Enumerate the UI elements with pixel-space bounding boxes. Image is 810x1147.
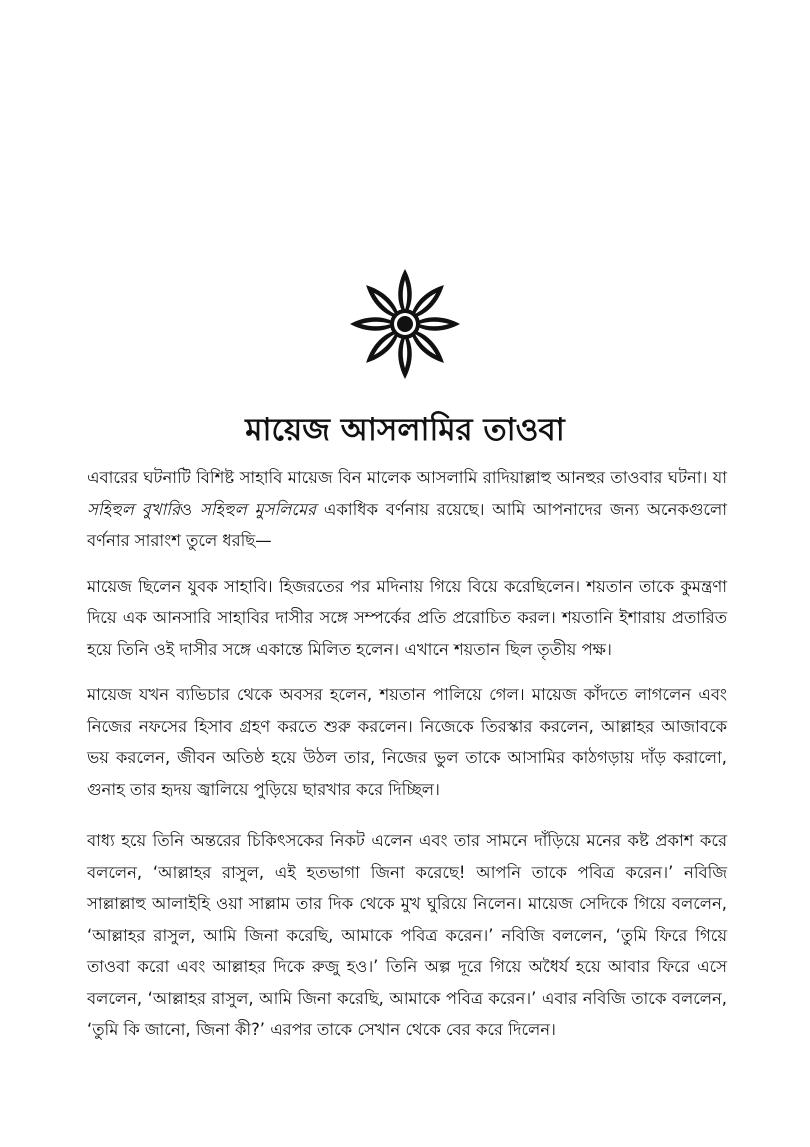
paragraph-4: বাধ্য হয়ে তিনি অন্তরের চিকিৎসকের নিকট এলেন এবং তার সামনে দাঁড়িয়ে মনের কষ্ট প্রকাশ করে বললেন, ‘আল্লাহর রাসুল, এই হতভাগা জিনা করেছে! আপনি তাকে পবিত্র করেন।’ নবিজি সাল্লাল্লাহু আলাইহি ওয়া সাল্লাম তার দিক থেকে মুখ ঘুরিয়ে নিলেন। মায়েজ সেদিকে গিয়ে বললেন, ‘আল্লাহর রাসুল, আমি জিনা করেছি, আমাকে পবিত্র করেন।’ নবিজি বললেন, ‘তুমি ফিরে গিয়ে তাওবা করো এবং আল্লাহর দিকে রুজু হও।’ তিনি অল্প দূরে গিয়ে অধৈর্য হয়ে আবার ফিরে এসে বললেন, ‘আল্লাহর রাসুল, আমি জিনা করেছি, আমাকে পবিত্র করেন।’ এবার নবিজি তাকে বললেন, ‘তুমি কি জানো, জিনা কী?’ এরপর তাকে সেখান থেকে বের করে দিলেন।: [87, 831, 727, 1039]
paragraph-3: মায়েজ যখন ব্যভিচার থেকে অবসর হলেন, শয়তান পালিয়ে গেল। মায়েজ কাঁদতে লাগলেন এবং নিজের নফসের হিসাব গ্রহণ করতে শুরু করলেন। নিজেকে তিরস্কার করলেন, আল্লাহর আজাবকে ভয় করলেন, জীবন অতিষ্ঠ হয়ে উঠল তার, নিজের ভুল তাকে আসামির কাঠগড়ায় দাঁড় করালো, গুনাহ তার হৃদয় জ্বালিয়ে পুড়িয়ে ছারখার করে দিচ্ছিল।: [87, 685, 727, 799]
paragraph-1-text-a: এবারের ঘটনাটি বিশিষ্ট সাহাবি মায়েজ বিন মালেক আসলামি রাদিয়াল্লাহু আনহুর তাওবার ঘটনা। যা: [87, 468, 727, 487]
eight-petal-flower-ornament-icon: [345, 268, 465, 380]
paragraph-1: [87, 462, 727, 557]
chapter-body: [87, 462, 727, 1060]
paragraph-1-text-c: ও: [179, 499, 200, 519]
chapter-title: মায়েজ আসলামির তাওবা: [245, 412, 565, 448]
book-name-sahih-muslim: সহিহুল মুসলিমের: [199, 499, 317, 519]
paragraph-2: মায়েজ ছিলেন যুবক সাহাবি। হিজরতের পর মদিনায় গিয়ে বিয়ে করেছিলেন। শয়তান তাকে কুমন্ত্রণা দিয়ে এক আনসারি সাহাবির দাসীর সঙ্গে সম্পর্কের প্রতি প্ররোচিত করল। শয়তানি ইশারায় প্রতারিত হয়ে তিনি ওই দাসীর সঙ্গে একান্তে মিলিত হলেন। এখানে শয়তান ছিল তৃতীয় পক্ষ।: [87, 576, 727, 659]
paragraph-1-text-e: একাধিক বর্ণনায় রয়েছে। আমি আপনাদের জন্য অনেকগুলো বর্ণনার সারাংশ তুলে ধরছি—: [87, 499, 727, 550]
book-name-sahih-bukhari: সহিহুল বুখারি: [87, 499, 180, 519]
